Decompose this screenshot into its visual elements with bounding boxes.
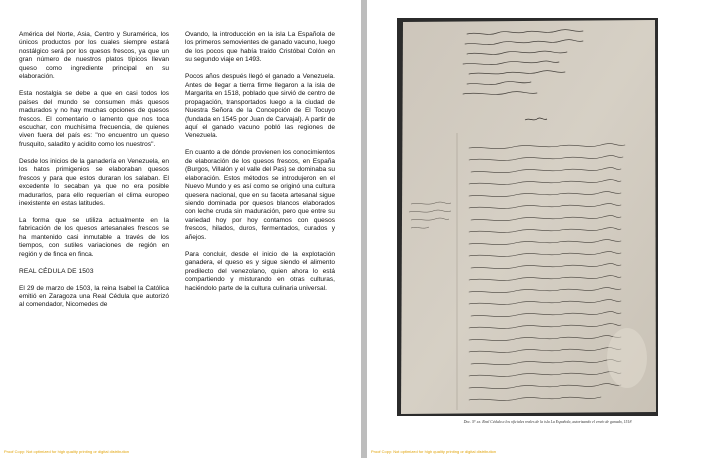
manuscript-image	[397, 18, 658, 416]
proof-footer: Proof Copy: Not optimized for high quality printing or digital distribution	[371, 449, 497, 454]
figure-caption: Doc. Nº xx. Real Cédula a los oficiales reales de la isla La Española, autorizando el envío de ganado, 1518	[463, 420, 632, 424]
paragraph: Para concluir, desde el inicio de la explotación ganadera, el queso es y sigue siendo el alimento predilecto del venezolano, quien ahora lo está compartiendo y misturando en otras culturas, haciéndolo parte de la cultura culinaria universal.	[185, 250, 335, 292]
paragraph: América del Norte, Asia, Centro y Suramérica, los únicos productos por los cuales siempre estará nostálgico será por los quesos frescos, ya que un gran número de nuestros platos típicos llevan queso como ingrediente principal en su elaboración.	[19, 31, 169, 81]
paragraph: Esta nostalgia se debe a que en casi todos los países del mundo se consumen más quesos madurados y no hay muchas opciones de quesos frescos. El comentario o lamento que nos toca escuchar, con muchísima frecuencia, de quienes viven fuera del país es: "no encuentro un queso frusquito, saladito y acidito como los nuestros".	[19, 90, 169, 148]
paragraph: La forma que se utiliza actualmente en la fabricación de los quesos artesanales frescos se ha mantenido casi inmutable a través de los tiempos, con sutiles variaciones de región en región y de finca en finca.	[19, 216, 169, 258]
paragraph: Desde los inicios de la ganadería en Venezuela, en los hatos primigenios se elaboraban quesos frescos y para que estos duraran los salaban. El excedente lo secaban ya que no era posible madurarlos, para ello requerían el clima europeo inexistente en estas latitudes.	[19, 157, 169, 208]
proof-footer: Proof Copy: Not optimized for high quality printing or digital distribution	[4, 449, 130, 454]
right-page	[367, 0, 728, 458]
text-column-right	[185, 31, 335, 301]
section-heading: REAL CÉDULA DE 1503	[19, 267, 94, 275]
paragraph: Pocos años después llegó el ganado a Venezuela. Antes de llegar a tierra firme llegaron a la isla de Margarita en 1518, poblado que sirvió de centro de propagación, transportados luego a la ciudad de Nuestra Señora de la Concepción de El Tocuyo (fundada en 1545 por Juan de Carvajal). A partir de aquí el ganado vacuno pobló las regiones de Venezuela.	[185, 73, 335, 140]
text-column-left	[19, 31, 169, 318]
paragraph: En cuanto a de dónde provienen los conocimientos de elaboración de los quesos frescos, en España (Burgos, Villalón y el valle del Pas) se dominaba su elaboración. Estos métodos se introdujeron en el Nuevo Mundo y es así como se originó una cultura quesera nacional, que en su faceta artesanal sigue siendo dominada por quesos blancos elaborados con leche cruda sin maduración, pero que entre su variedad hoy por hoy contamos con quesos frescos, hilados, duros, fermentados, curados y añejos.	[185, 149, 335, 241]
left-page	[0, 0, 361, 458]
paragraph: Ovando, la introducción en la isla La Española de los primeros semovientes de ganado vacuno, luego de los pocos que había traído Cristóbal Colón en su segundo viaje en 1493.	[185, 31, 335, 64]
paragraph: El 29 de marzo de 1503, la reina Isabel la Católica emitió en Zaragoza una Real Cédula que autorizó al comendador, Nicomedes de	[19, 284, 169, 309]
